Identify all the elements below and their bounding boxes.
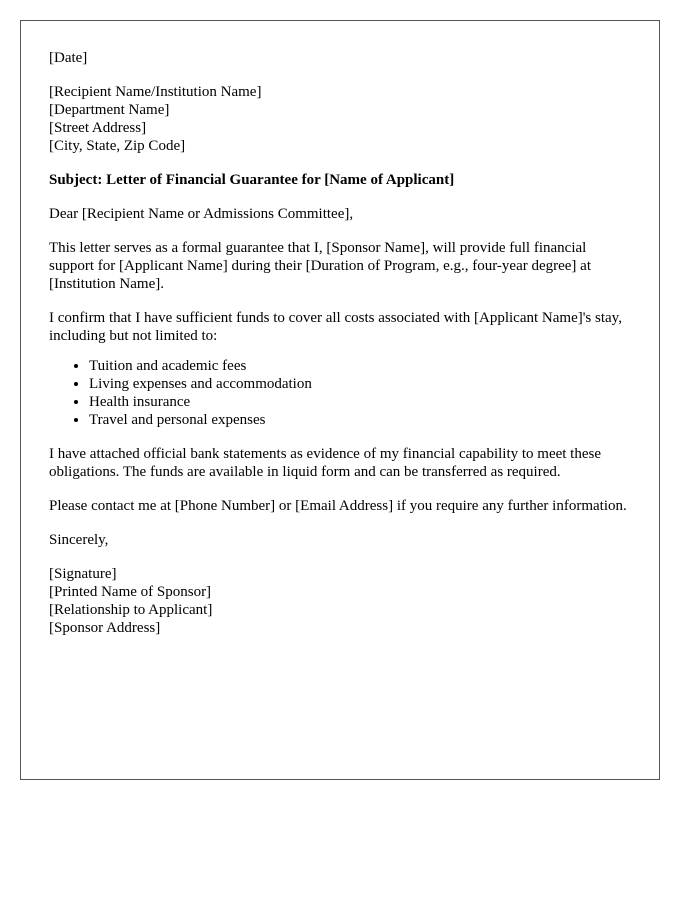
recipient-name: [Recipient Name/Institution Name]	[49, 84, 262, 100]
body-paragraph-evidence: I have attached official bank statements as evidence of my financial capability to meet these obligations. The funds are available in liquid form and can be transferred as required.	[49, 446, 601, 480]
recipient-address	[49, 83, 631, 155]
letter-closing: Sincerely,	[49, 532, 109, 548]
list-item: • Travel and personal expenses	[89, 411, 631, 429]
letter-page	[20, 20, 660, 780]
recipient-city: [City, State, Zip Code]	[49, 138, 186, 154]
recipient-department: [Department Name]	[49, 102, 170, 118]
body-paragraph-guarantee: This letter serves as a formal guarantee that I, [Sponsor Name], will provide full financial support for [Applicant Name] during their [Duration of Program, e.g., four-year degree] at [Institution Name].	[49, 240, 592, 292]
sponsor-printed-name: [Printed Name of Sponsor]	[49, 584, 212, 600]
list-item: • Health insurance	[89, 393, 631, 411]
sponsor-relationship: [Relationship to Applicant]	[49, 602, 213, 618]
sponsor-address: [Sponsor Address]	[49, 620, 161, 636]
letter-date: [Date]	[49, 50, 88, 66]
list-item: • Living expenses and accommodation	[89, 375, 631, 393]
cost-list	[49, 357, 631, 429]
letter-salutation: Dear [Recipient Name or Admissions Committee],	[49, 206, 354, 222]
letter-subject: Subject: Letter of Financial Guarantee for [Name of Applicant]	[49, 172, 455, 188]
recipient-street: [Street Address]	[49, 120, 147, 136]
date-line	[49, 49, 631, 67]
body-paragraph-funds: I confirm that I have sufficient funds to cover all costs associated with [Applicant Name]'s stay, including but not limited to:	[49, 310, 622, 344]
signature-block	[49, 565, 631, 637]
signature-placeholder: [Signature]	[49, 566, 117, 582]
list-item: • Tuition and academic fees	[89, 357, 631, 375]
body-paragraph-contact: Please contact me at [Phone Number] or [Email Address] if you require any further information.	[49, 498, 627, 514]
